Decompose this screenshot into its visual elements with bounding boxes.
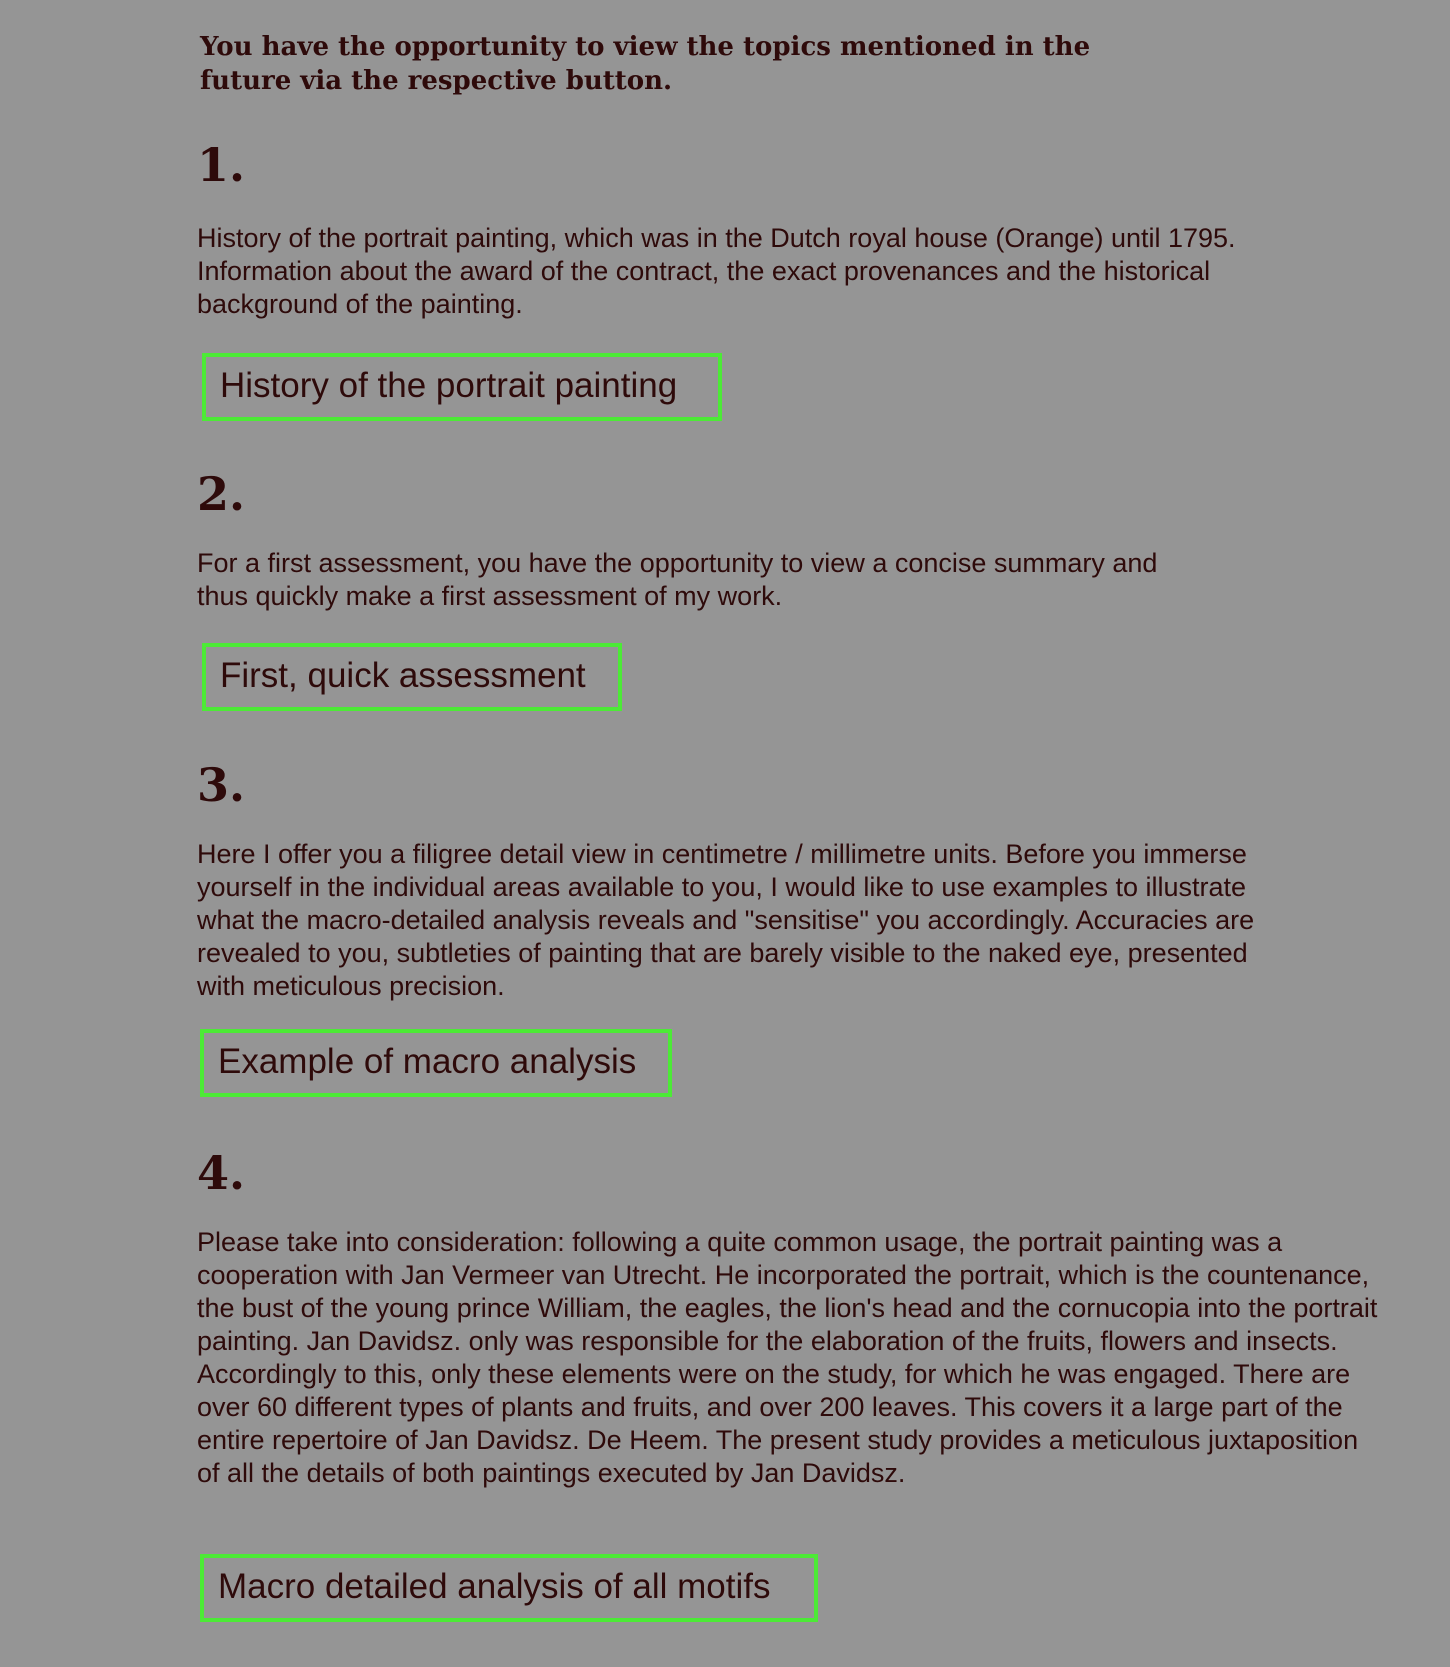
section-number: 1. xyxy=(197,138,246,192)
section-description: Please take into consideration: following a quite common usage, the portrait painting was a cooperation with Jan Vermeer van Utrecht. He incorporated the portrait, which is the countenance, the bust of the young prince William, the eagles, the lion's head and the cornucopia into the portrait painting. Jan Davidsz. only was responsible for the elaboration of the fruits, flowers and insects. Accordingly to this, only these elements were on the study, for which he was engaged. There are over 60 different types of plants and fruits, and over 200 leaves. This covers it a large part of the entire repertoire of Jan Davidsz. De Heem. The present study provides a meticulous juxtaposition of all the details of both paintings executed by Jan Davidsz. xyxy=(197,1227,1378,1488)
section-4 xyxy=(197,1148,1377,1490)
macro-detailed-analysis-button[interactable]: Macro detailed analysis of all motifs xyxy=(200,1554,818,1622)
first-quick-assessment-button[interactable]: First, quick assessment xyxy=(202,643,622,711)
history-of-portrait-painting-button[interactable]: History of the portrait painting xyxy=(202,353,722,421)
section-number: 2. xyxy=(197,467,246,521)
section-1 xyxy=(197,140,1377,321)
example-of-macro-analysis-button[interactable]: Example of macro analysis xyxy=(200,1029,672,1097)
intro-text: You have the opportunity to view the topics mentioned in the future via the respective button. xyxy=(200,32,1091,96)
section-number: 4. xyxy=(197,1146,246,1200)
section-3 xyxy=(197,760,1377,1003)
section-number: 3. xyxy=(197,758,246,812)
section-description: For a first assessment, you have the opportunity to view a concise summary and thus quickly make a first assessment of my work. xyxy=(197,548,1158,611)
section-description: Here I offer you a filigree detail view in centimetre / millimetre units. Before you immerse yourself in the individual areas available to you, I would like to use examples to illustrate what the macro-detailed analysis reveals and "sensitise" you accordingly. Accuracies are revealed to you, subtleties of painting that are barely visible to the naked eye, presented with meticulous precision. xyxy=(197,839,1255,1001)
section-description: History of the portrait painting, which was in the Dutch royal house (Orange) until 1795. Information about the award of the contract, the exact provenances and the historical background of the painting. xyxy=(197,223,1236,319)
section-2 xyxy=(197,469,1377,613)
